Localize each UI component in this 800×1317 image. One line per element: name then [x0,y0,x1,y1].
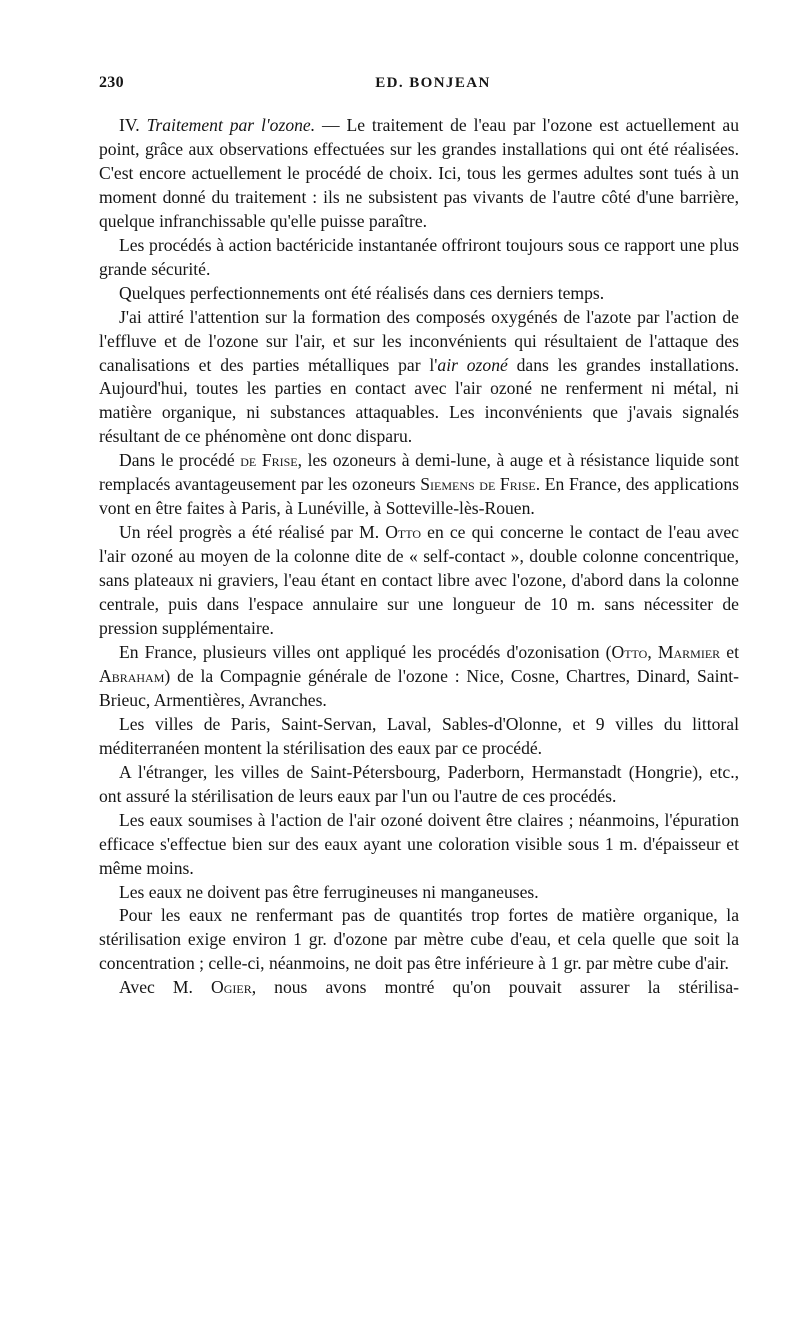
section-title: Traitement par l'ozone. [146,115,316,135]
proper-name: Abraham [99,665,165,686]
proper-name: Otto [611,641,648,662]
page-header [99,74,743,100]
paragraph-text: J'ai attiré l'attention sur la formation des composés oxygénés de l'azote par l'action de l'effluve et de l'ozone sur l'air, et sur les inconvénients qui résultaient de l'attaque des canalisations et des parties métalliques par l' [99,306,739,375]
paragraph-text: dans les grandes installations. Aujourd'hui, toutes les parties en contact avec l'air ozoné ne renferment ni métal, ni matière organique, ni substances attaquables. Les inconvénients que j'avais signalés résultant de ce phénomène ont donc disparu. [99,354,739,447]
paragraph: Les procédés à action bactéricide instantanée offriront toujours sous ce rapport une plus grande sécurité. [99,234,739,279]
paragraph-text: En France, plusieurs villes ont appliqué les procédés d'ozonisation ( [119,641,612,662]
paragraph-text: en ce qui concerne le contact de l'eau avec l'air ozoné au moyen de la colonne dite de « self-contact », double colonne concentrique, sans plateaux ni graviers, l'eau étant en contact libre avec l'ozone, d'abord dans la colonne centrale, puis dans l'espace annulaire sur une longueur de 10 m. sans nécessiter de pression supplémentaire. [99,522,739,639]
paragraph [99,521,739,641]
proper-name: Ogier [211,977,252,998]
proper-name: Marmier [657,641,721,662]
paragraph: Pour les eaux ne renfermant pas de quantités trop fortes de matière organique, la stérilisation exige environ 1 gr. d'ozone par mètre cube d'eau, et cela quelle que soit la concentration ; celle-ci, néanmoins, ne doit pas être inférieure à 1 gr. par mètre cube d'air. [99,905,739,974]
paragraph-text: — Le traitement de l'eau par l'ozone est actuellement au point, grâce aux observations effectuées sur les grandes installations qui ont été réalisées. C'est encore actuellement le procédé de choix. Ici, tous les germes adultes sont tués à un moment donné du traitement : ils ne subsistent pas vivants de l'autre côté d'une barrière, quelque infranchissable qu'elle puisse paraître. [99,115,740,231]
paragraph: Les villes de Paris, Saint-Servan, Laval, Sables-d'Olonne, et 9 villes du littoral méditerranéen montent la stérilisation des eaux par ce procédé. [99,713,739,758]
proper-name: Siemens de Frise [420,474,536,495]
paragraph [99,641,739,713]
paragraph-text: , les ozoneurs à demi-lune, à auge et à résistance liquide sont remplacés avantageusement par les ozoneurs [99,450,740,495]
paragraph: Quelques perfectionnements ont été réalisés dans ces derniers temps. [119,282,605,303]
paragraph [99,306,739,450]
paragraph-text: Un réel progrès a été réalisé par M. [119,522,386,543]
paragraph-text: et [720,641,739,662]
paragraph-text: , [647,641,658,662]
proper-name: de Frise [240,450,298,471]
section-number: IV. [119,115,140,135]
paragraph: A l'étranger, les villes de Saint-Pétersbourg, Paderborn, Hermanstadt (Hongrie), etc., ont assuré la stérilisation de leurs eaux par l'un ou l'autre de ces procédés. [99,761,739,806]
paragraph-text: Dans le procédé [119,450,241,471]
paragraph-text: ) de la Compagnie générale de l'ozone : Nice, Cosne, Chartres, Dinard, Saint-Brieuc, Armentières, Avranches. [99,665,739,710]
paragraph-text: . En France, des applications vont en être faites à Paris, à Lunéville, à Sotteville-lès-Rouen. [99,474,739,519]
page-number: 230 [99,74,124,91]
running-head: ED. BONJEAN [375,75,491,91]
emphasis-text: air ozoné [437,354,508,375]
proper-name: Otto [385,522,422,543]
paragraph [99,976,739,1000]
body-text [99,114,739,1000]
paragraph-ozone-treatment [99,114,739,234]
paragraph: Les eaux ne doivent pas être ferrugineuses ni manganeuses. [119,881,539,902]
paragraph [99,449,739,521]
paragraph: Les eaux soumises à l'action de l'air ozoné doivent être claires ; néanmoins, l'épuration efficace s'effectue bien sur des eaux ayant une coloration visible sous 1 m. d'épaisseur et même moins. [99,809,739,878]
paragraph-text: , nous avons montré qu'on pouvait assurer la stérilisa- [251,977,739,998]
paragraph-text: Avec M. [119,977,211,998]
